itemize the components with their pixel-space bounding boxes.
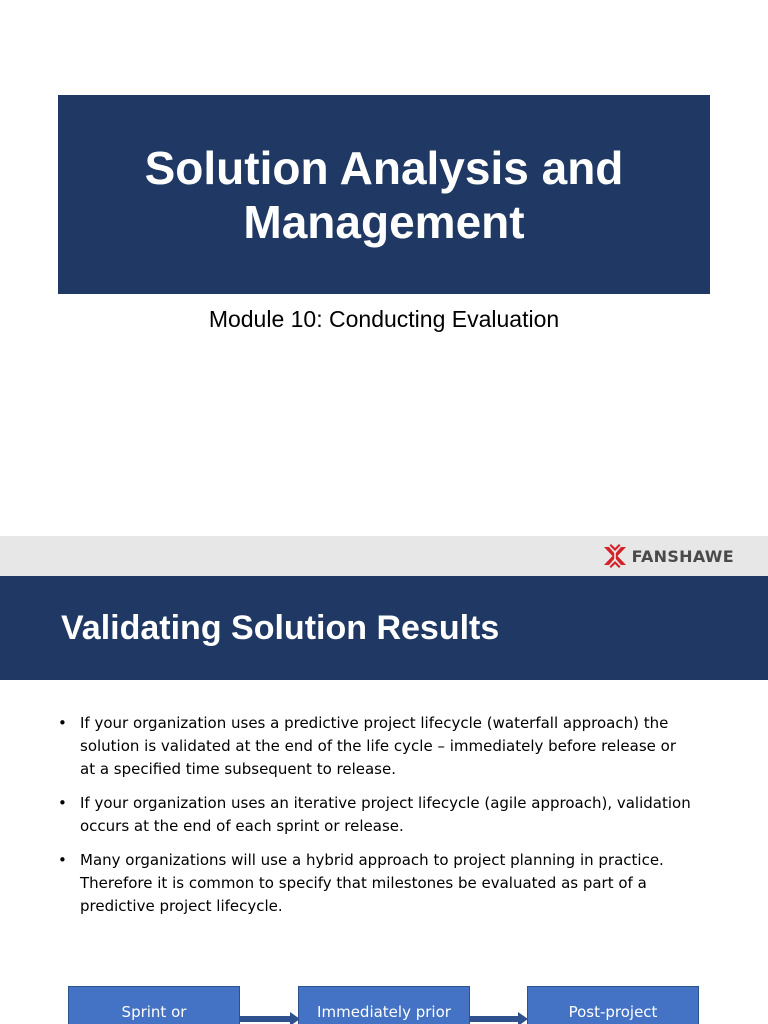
flow-step-sprint xyxy=(68,986,240,1024)
flow-step-prior xyxy=(298,986,470,1024)
flow-step-label: Post-project xyxy=(568,1003,658,1021)
slide-title xyxy=(104,141,664,249)
bullet-line: at a specified time subsequent to release. xyxy=(80,760,396,778)
bullet-line: solution is validated at the end of the life cycle – immediately before release or xyxy=(80,737,676,755)
validation-flow xyxy=(0,984,768,1024)
flow-step-label: Immediately prior xyxy=(317,1003,451,1021)
bullet-dot-icon: • xyxy=(58,794,67,812)
bullet-item xyxy=(58,792,718,838)
flow-arrow-icon xyxy=(470,1012,528,1024)
slide-subtitle: Module 10: Conducting Evaluation xyxy=(208,306,560,332)
bullet-item xyxy=(58,712,718,781)
bullet-dot-icon: • xyxy=(58,714,67,732)
bullet-line: Many organizations will use a hybrid approach to project planning in practice. xyxy=(80,851,664,869)
fanshawe-logo xyxy=(602,543,734,569)
bullet-dot-icon: • xyxy=(58,851,67,869)
content-slide-title: Validating Solution Results xyxy=(61,608,500,647)
bullet-list xyxy=(58,712,718,929)
header-band xyxy=(0,576,768,680)
logo-bar xyxy=(0,536,768,576)
bullet-line: predictive project lifecycle. xyxy=(80,897,283,915)
bullet-line: If your organization uses an iterative project lifecycle (agile approach), validation xyxy=(80,794,691,812)
bullet-line: Therefore it is common to specify that milestones be evaluated as part of a xyxy=(80,874,647,892)
slide-title-line-1: Solution Analysis and xyxy=(144,141,624,194)
bullet-item xyxy=(58,849,718,918)
flow-step-label: Sprint or xyxy=(121,1003,187,1021)
bullet-line: occurs at the end of each sprint or release. xyxy=(80,817,404,835)
flow-step-post xyxy=(527,986,699,1024)
flow-arrow-icon xyxy=(240,1012,300,1024)
logo-text: FANSHAWE xyxy=(631,546,734,566)
slide-title-line-2: Management xyxy=(243,195,525,248)
content-slide xyxy=(0,536,768,1024)
bullet-line: If your organization uses a predictive project lifecycle (waterfall approach) the xyxy=(80,714,669,732)
fanshawe-logo-icon xyxy=(602,543,628,569)
title-banner xyxy=(58,95,710,294)
